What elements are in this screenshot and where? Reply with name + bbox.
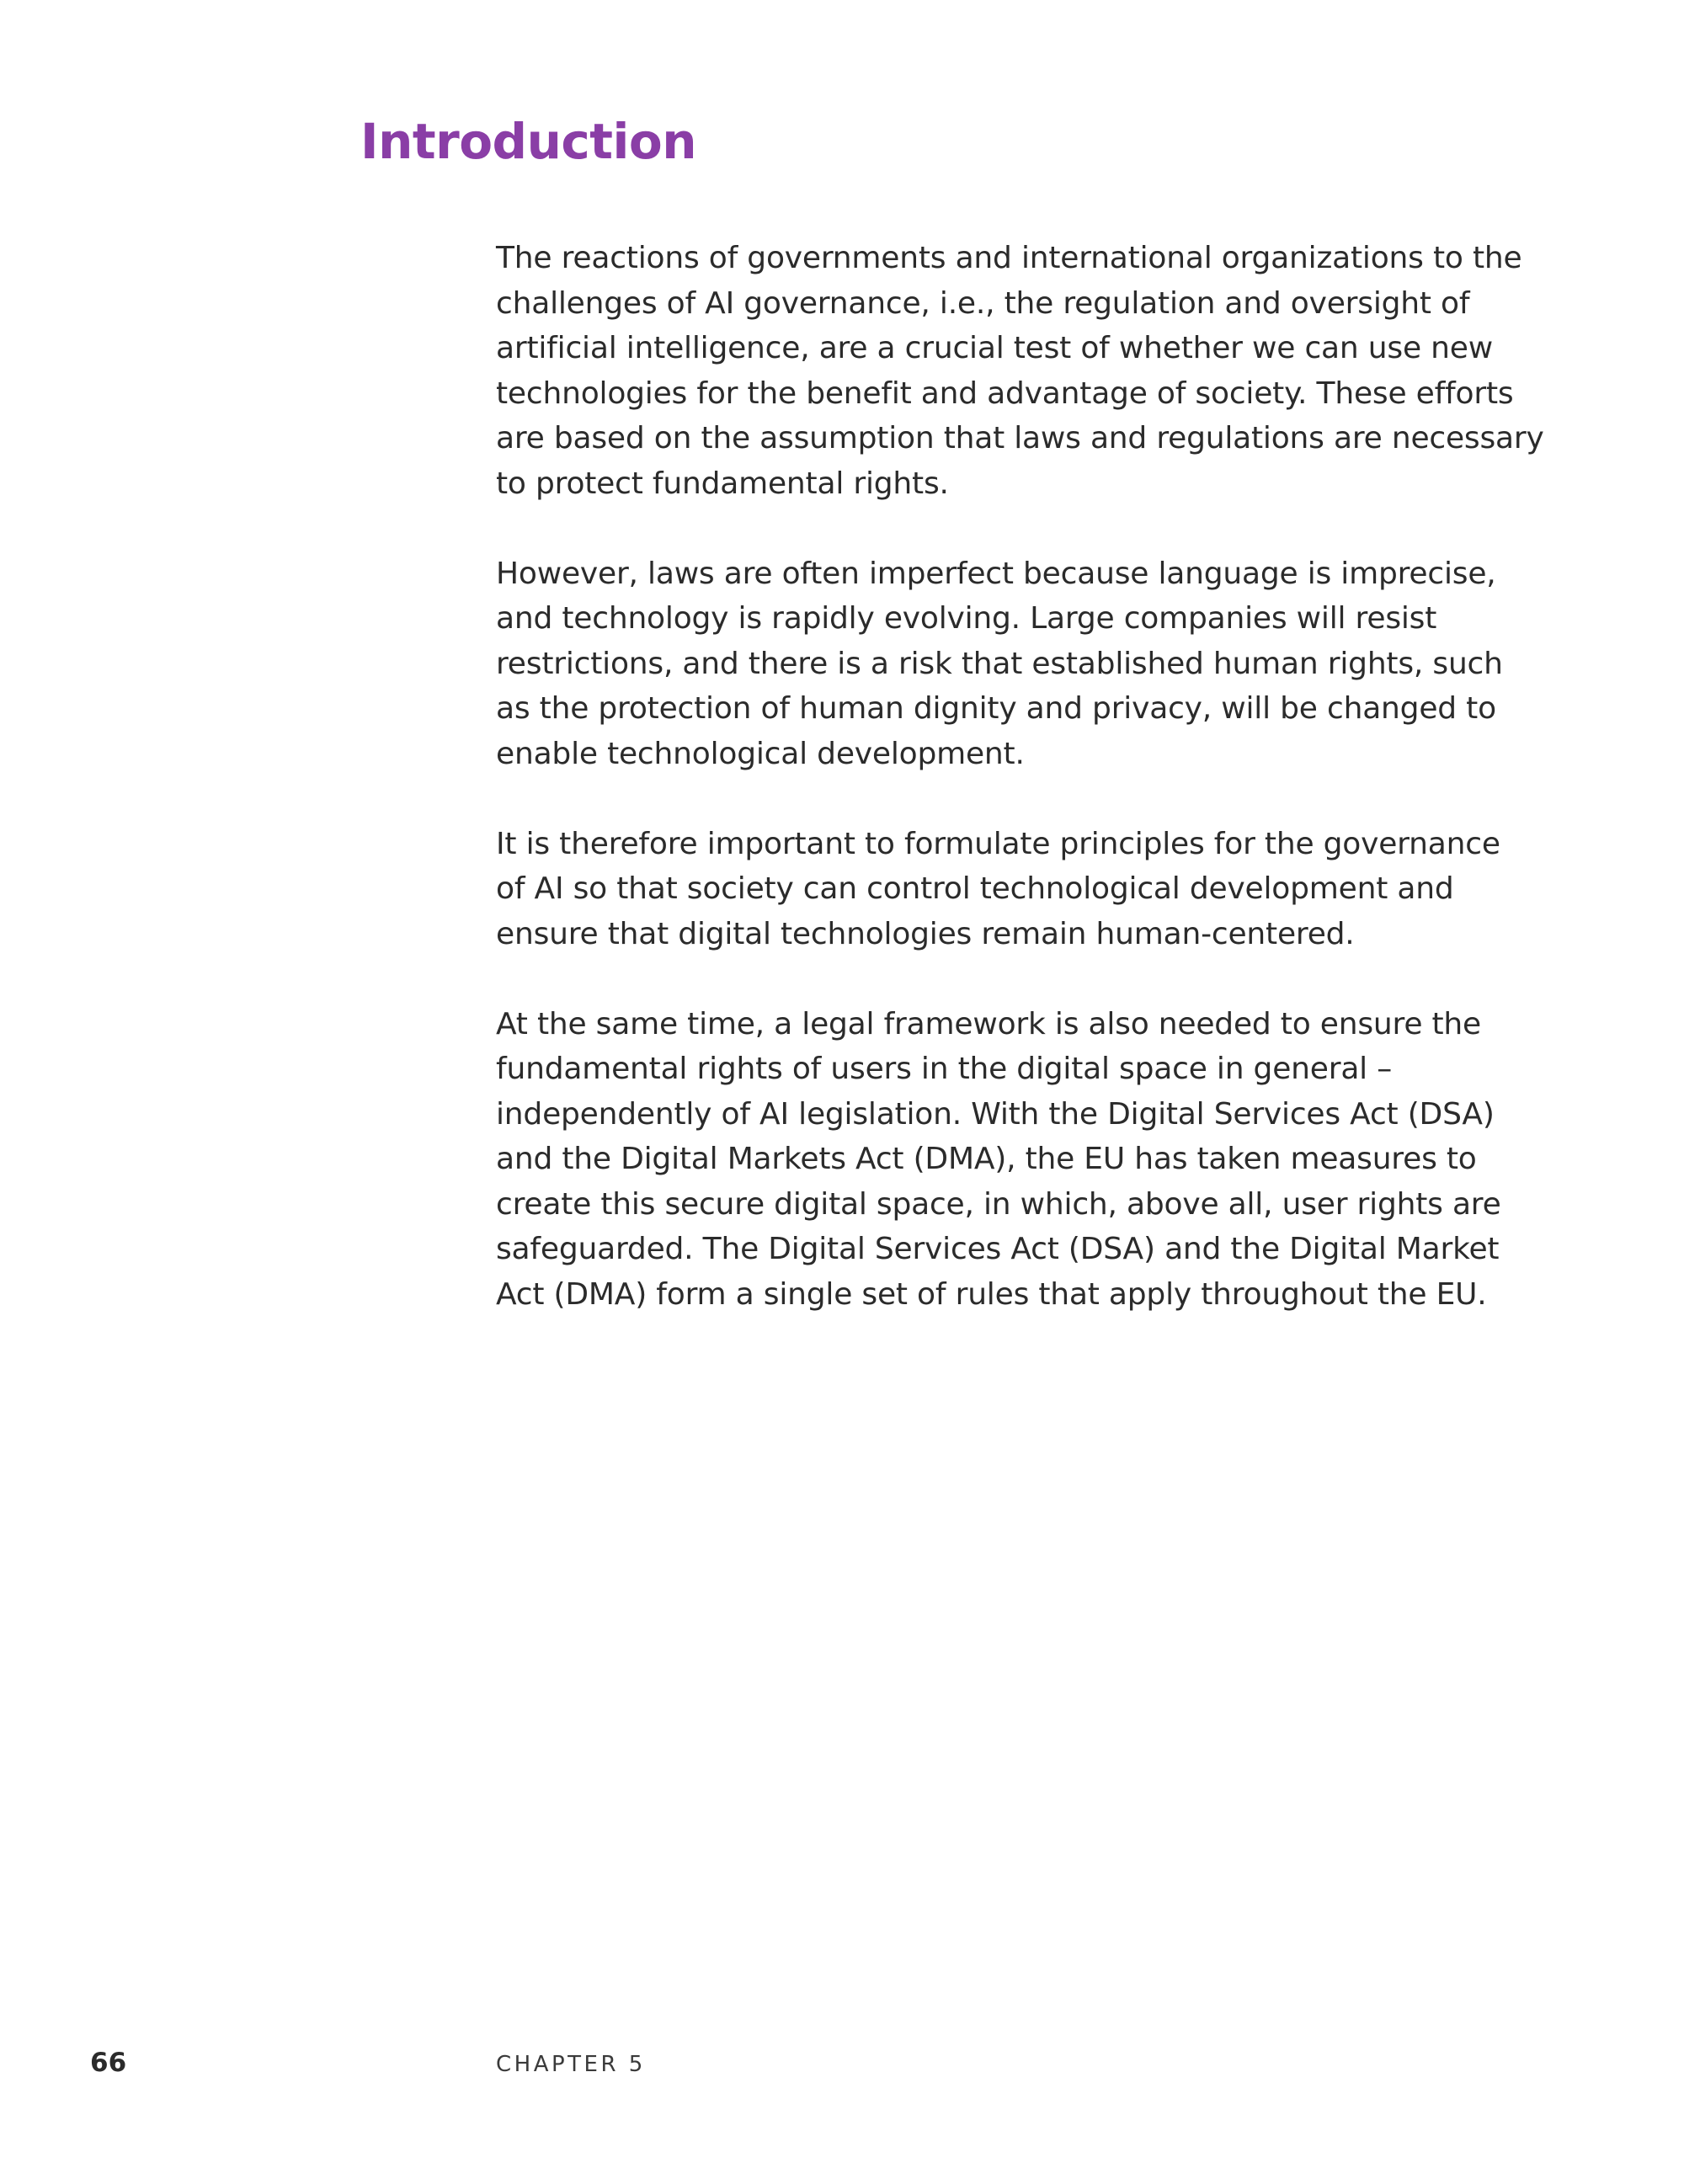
paragraph-2 xyxy=(496,551,1532,777)
paragraph-line: At the same time, a legal framework is also needed to ensure the xyxy=(496,1006,1481,1041)
chapter-label: CHAPTER 5 xyxy=(496,2052,646,2077)
paragraph-line: and the Digital Markets Act (DMA), the EU has taken measures to xyxy=(496,1142,1477,1176)
paragraph-line: to protect fundamental rights. xyxy=(496,466,949,501)
paragraph-3 xyxy=(496,822,1532,957)
paragraph-line: Act (DMA) form a single set of rules that apply throughout the EU. xyxy=(496,1276,1487,1312)
page-title: Introduction xyxy=(360,113,696,170)
paragraph-1 xyxy=(496,236,1544,506)
paragraph-line: challenges of AI governance, i.e., the regulation and oversight of xyxy=(496,285,1470,321)
paragraph-line: restrictions, and there is a risk that established human rights, such xyxy=(496,646,1503,681)
paragraph-line: fundamental rights of users in the digital space in general – xyxy=(496,1052,1393,1086)
paragraph-line: as the protection of human dignity and privacy, will be changed to xyxy=(496,691,1496,726)
paragraph-line: safeguarded. The Digital Services Act (DSA) and the Digital Market xyxy=(496,1232,1500,1266)
paragraph-line: create this secure digital space, in which, above all, user rights are xyxy=(496,1186,1501,1222)
paragraph-line: The reactions of governments and international organizations to the xyxy=(496,241,1522,275)
body-text xyxy=(496,236,1544,1317)
paragraph-line: of AI so that society can control technological development and xyxy=(496,871,1454,906)
paragraph-line: are based on the assumption that laws and regulations are necessary xyxy=(496,421,1544,455)
paragraph-line: ensure that digital technologies remain human-centered. xyxy=(496,916,1355,951)
paragraph-line: and technology is rapidly evolving. Large companies will resist xyxy=(496,601,1437,636)
paragraph-line: independently of AI legislation. With the Digital Services Act (DSA) xyxy=(496,1096,1495,1132)
paragraph-line: It is therefore important to formulate principles for the governance xyxy=(496,826,1500,861)
paragraph-4 xyxy=(496,1002,1532,1318)
paragraph-line: artificial intelligence, are a crucial test of whether we can use new xyxy=(496,331,1493,365)
page-number: 66 xyxy=(90,2048,127,2078)
paragraph-line: enable technological development. xyxy=(496,736,1025,771)
paragraph-line: technologies for the benefit and advantage of society. These efforts xyxy=(496,376,1514,411)
paragraph-line: However, laws are often imperfect because language is imprecise, xyxy=(496,556,1496,591)
